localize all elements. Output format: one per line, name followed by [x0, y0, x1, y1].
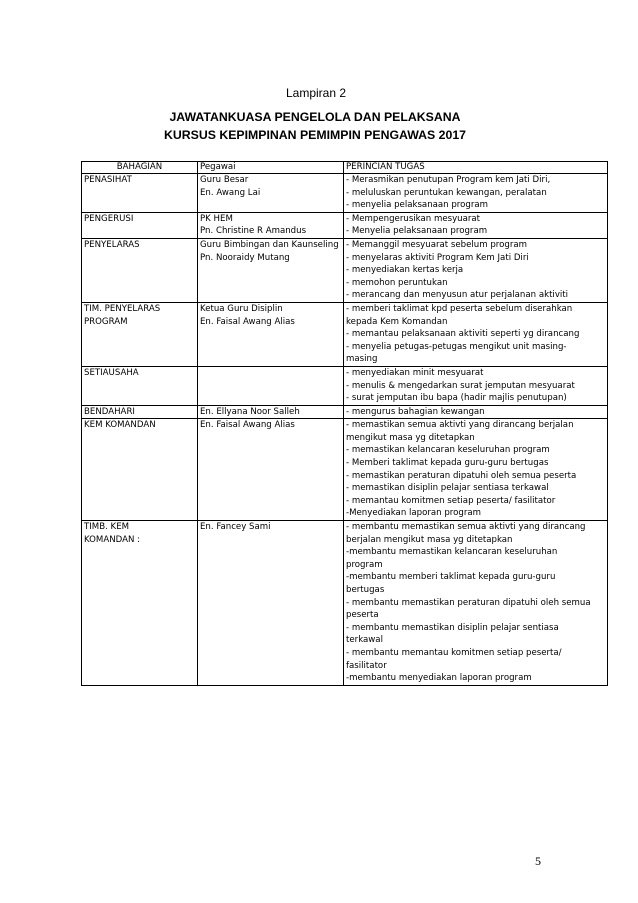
cell-tugas-line: - menyediakan minit mesyuarat — [346, 367, 484, 378]
cell-pegawai — [198, 238, 344, 302]
cell-tugas-line: - merancang dan menyusun atur perjalanan aktiviti — [346, 290, 569, 301]
cell-bahagian-line: PENASIHAT — [84, 175, 132, 185]
cell-pegawai-line: Ketua Guru Disiplin — [200, 303, 283, 314]
cell-tugas-line: - Menyelia pelaksanaan program — [346, 226, 488, 237]
column-header-bahagian: BAHAGIAN — [82, 162, 198, 174]
cell-bahagian-line: KOMANDAN : — [84, 534, 141, 545]
cell-pegawai-line: En. Faisal Awang Alias — [200, 316, 295, 327]
cell-tugas — [344, 302, 608, 366]
cell-pegawai-line: En. Ellyana Noor Salleh — [200, 406, 300, 417]
table-header-row — [82, 162, 608, 174]
table-row — [82, 238, 608, 302]
cell-pegawai — [198, 212, 344, 238]
cell-bahagian-line: PROGRAM — [84, 316, 128, 327]
cell-tugas-line: mengikut masa yg ditetapkan — [346, 432, 475, 443]
cell-tugas-line: - menyelia petugas-petugas mengikut unit masing- — [346, 341, 567, 352]
cell-pegawai-line: Guru Besar — [200, 175, 249, 185]
cell-tugas-line: peserta — [346, 610, 379, 621]
cell-tugas-line: -membantu menyediakan laporan program — [346, 673, 532, 684]
cell-tugas-line: - membantu memastikan disiplin pelajar sentiasa — [346, 622, 559, 633]
table-row — [82, 174, 608, 213]
cell-tugas-line: - memantau komitmen setiap peserta/ fasilitator — [346, 495, 556, 506]
cell-bahagian-line: KEM KOMANDAN — [84, 420, 156, 431]
cell-bahagian-line: PENGERUSI — [84, 213, 134, 224]
cell-pegawai — [198, 419, 344, 521]
cell-tugas-line: - Memberi taklimat kepada guru-guru bertugas — [346, 458, 549, 469]
cell-tugas-line: fasilitator — [346, 660, 387, 671]
cell-tugas-line: - memantau pelaksanaan aktiviti seperti yg dirancang — [346, 329, 580, 340]
cell-tugas-line: - membantu memantau komitmen setiap peserta/ — [346, 647, 562, 658]
cell-tugas-line: - menyediakan kertas kerja — [346, 265, 464, 276]
cell-pegawai — [198, 174, 344, 213]
cell-pegawai — [198, 405, 344, 419]
cell-tugas — [344, 366, 608, 405]
column-header-pegawai: Pegawai — [198, 162, 344, 174]
table-row — [82, 302, 608, 366]
cell-tugas-line: - Mempengerusikan mesyuarat — [346, 213, 481, 224]
cell-tugas-line: - memberi taklimat kpd peserta sebelum diserahkan — [346, 303, 573, 314]
column-header-perincian-tugas: PERINCIAN TUGAS — [344, 162, 608, 174]
cell-tugas-line: berjalan mengikut masa yg ditetapkan — [346, 534, 513, 545]
cell-tugas-line: - menyelaras aktiviti Program Kem Jati Diri — [346, 252, 529, 263]
cell-pegawai — [198, 302, 344, 366]
cell-tugas-line: - memastikan peraturan dipatuhi oleh semua peserta — [346, 470, 577, 481]
cell-tugas-line: bertugas — [346, 585, 385, 595]
cell-tugas — [344, 174, 608, 213]
cell-pegawai — [198, 366, 344, 405]
cell-bahagian-line: BENDAHARI — [84, 406, 135, 417]
table-row — [82, 419, 608, 521]
cell-bahagian — [82, 238, 198, 302]
cell-pegawai-line: En. Fancey Sami — [200, 522, 271, 533]
cell-bahagian-line: PENYELARAS — [84, 239, 140, 250]
table-row — [82, 405, 608, 419]
cell-bahagian — [82, 521, 198, 686]
page-number: 5 — [535, 854, 541, 868]
cell-tugas-line: program — [346, 559, 383, 570]
cell-tugas-line: - mengurus bahagian kewangan — [346, 406, 485, 417]
table-row — [82, 521, 608, 686]
cell-pegawai-line: En. Faisal Awang Alias — [200, 420, 295, 431]
cell-pegawai-line: PK HEM — [200, 213, 233, 224]
cell-tugas — [344, 212, 608, 238]
cell-tugas-line: - menulis & mengedarkan surat jemputan mesyuarat — [346, 380, 575, 391]
cell-tugas-line: - memohon peruntukan — [346, 277, 448, 288]
cell-pegawai-line: En. Awang Lai — [200, 187, 261, 198]
cell-bahagian — [82, 405, 198, 419]
cell-tugas — [344, 521, 608, 686]
cell-bahagian — [82, 366, 198, 405]
cell-tugas-line: - memastikan disiplin pelajar sentiasa terkawal — [346, 483, 549, 494]
cell-bahagian-line: SETIAUSAHA — [84, 367, 139, 378]
cell-pegawai-line: Pn. Nooraidy Mutang — [200, 252, 290, 263]
cell-pegawai — [198, 521, 344, 686]
cell-tugas-line: - memastikan kelancaran keseluruhan program — [346, 445, 550, 456]
document-title-line-1: JAWATANKUASA PENGELOLA DAN PELAKSANA — [169, 110, 461, 124]
cell-tugas-line: -Menyediakan laporan program — [346, 508, 482, 519]
table-row — [82, 212, 608, 238]
cell-tugas-line: - membantu memastikan semua aktivti yang dirancang — [346, 522, 586, 533]
cell-bahagian — [82, 419, 198, 521]
cell-tugas-line: - menyelia pelaksanaan program — [346, 200, 489, 211]
cell-tugas-line: - memastikan semua aktivti yang dirancang berjalan — [346, 420, 574, 431]
cell-tugas-line: terkawal — [346, 635, 383, 646]
cell-bahagian — [82, 302, 198, 366]
cell-pegawai-line: Pn. Christine R Amandus — [200, 226, 307, 237]
cell-tugas-line: -membantu memastikan kelancaran keseluruhan — [346, 547, 558, 558]
committee-table — [81, 161, 608, 686]
cell-tugas — [344, 405, 608, 419]
cell-pegawai-line: Guru Bimbingan dan Kaunseling — [200, 239, 339, 250]
cell-tugas-line: - Merasmikan penutupan Program kem Jati Diri, — [346, 175, 551, 185]
cell-tugas-line: - meluluskan peruntukan kewangan, peralatan — [346, 187, 547, 198]
cell-bahagian — [82, 212, 198, 238]
cell-tugas — [344, 238, 608, 302]
cell-tugas-line: - surat jemputan ibu bapa (hadir majlis penutupan) — [346, 393, 567, 404]
appendix-label: Lampiran 2 — [286, 86, 347, 100]
table-row — [82, 366, 608, 405]
cell-bahagian-line: TIM. PENYELARAS — [84, 303, 161, 314]
cell-tugas-line: masing — [346, 354, 378, 365]
cell-tugas-line: - Memanggil mesyuarat sebelum program — [346, 239, 527, 250]
cell-bahagian — [82, 174, 198, 213]
cell-tugas — [344, 419, 608, 521]
document-title-line-2: KURSUS KEPIMPINAN PEMIMPIN PENGAWAS 2017 — [163, 128, 467, 142]
cell-tugas-line: - membantu memastikan peraturan dipatuhi oleh semua — [346, 597, 591, 608]
cell-bahagian-line: TIMB. KEM — [84, 522, 130, 533]
cell-tugas-line: -membantu memberi taklimat kepada guru-guru — [346, 572, 556, 583]
cell-tugas-line: kepada Kem Komandan — [346, 316, 448, 327]
